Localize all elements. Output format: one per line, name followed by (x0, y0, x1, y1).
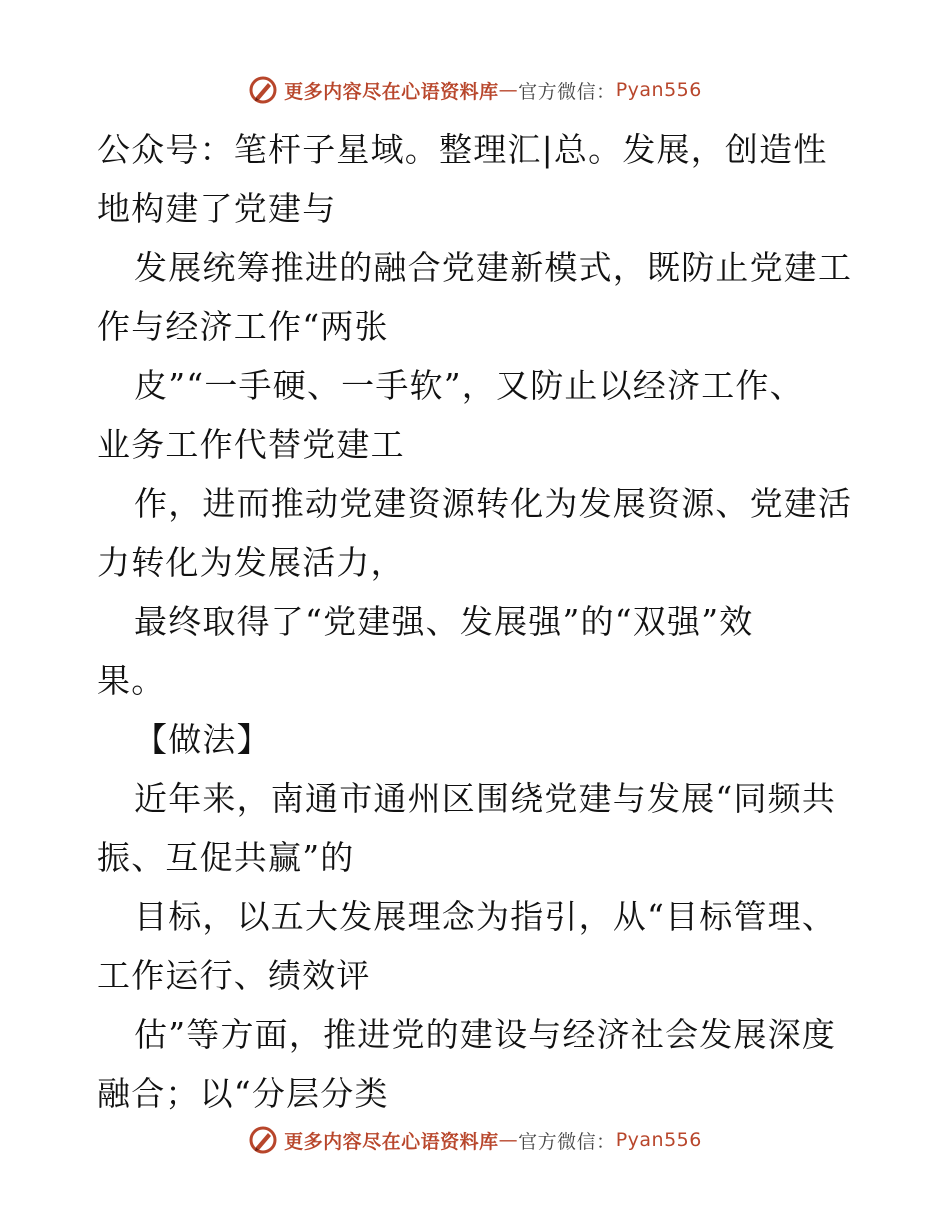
text-line: 发展统筹推进的融合党建新模式，既防止党建工 (134, 248, 853, 287)
pen-logo-icon (248, 75, 278, 105)
text-line: 作，进而推动党建资源转化为发展资源、党建活 (134, 484, 853, 523)
footer-wechat-label: 官方微信： (518, 1130, 616, 1153)
text-line: 业务工作代替党建工 (97, 425, 405, 464)
text-line: 最终取得了“党建强、发展强”的“双强”效 (134, 602, 754, 641)
text-line: 地构建了党建与 (97, 189, 337, 228)
footer-wechat-id: Pyan556 (615, 1129, 702, 1151)
text-line: 皮”“一手硬、一手软”，又防止以经济工作、 (134, 366, 804, 405)
footer-dash: — (498, 1129, 519, 1151)
footer-site-name: 更多内容尽在心语资料库 (284, 1130, 499, 1153)
text-line: 果。 (97, 661, 166, 700)
text-line: 公众号：笔杆子星域。整理汇|总。发展，创造性 (97, 130, 828, 169)
footer-watermark (0, 1120, 950, 1160)
text-line: 融合；以“分层分类 (97, 1074, 389, 1113)
header-wechat-id: Pyan556 (615, 79, 702, 101)
header-site-name: 更多内容尽在心语资料库 (284, 80, 499, 103)
text-line: 目标，以五大发展理念为指引，从“目标管理、 (134, 897, 837, 936)
header-watermark (0, 70, 950, 110)
text-line: 工作运行、绩效评 (97, 956, 371, 995)
text-line: 作与经济工作“两张 (97, 307, 389, 346)
text-line: 振、互促共赢”的 (97, 838, 355, 877)
text-line: 估”等方面，推进党的建设与经济社会发展深度 (134, 1015, 837, 1054)
document-body (97, 120, 857, 1123)
text-line: 近年来，南通市通州区围绕党建与发展“同频共 (134, 779, 837, 818)
pen-logo-icon (248, 1125, 278, 1155)
text-line: 力转化为发展活力， (97, 543, 405, 582)
header-dash: — (498, 79, 519, 101)
section-heading: 【做法】 (134, 720, 271, 759)
header-wechat-label: 官方微信： (518, 80, 616, 103)
